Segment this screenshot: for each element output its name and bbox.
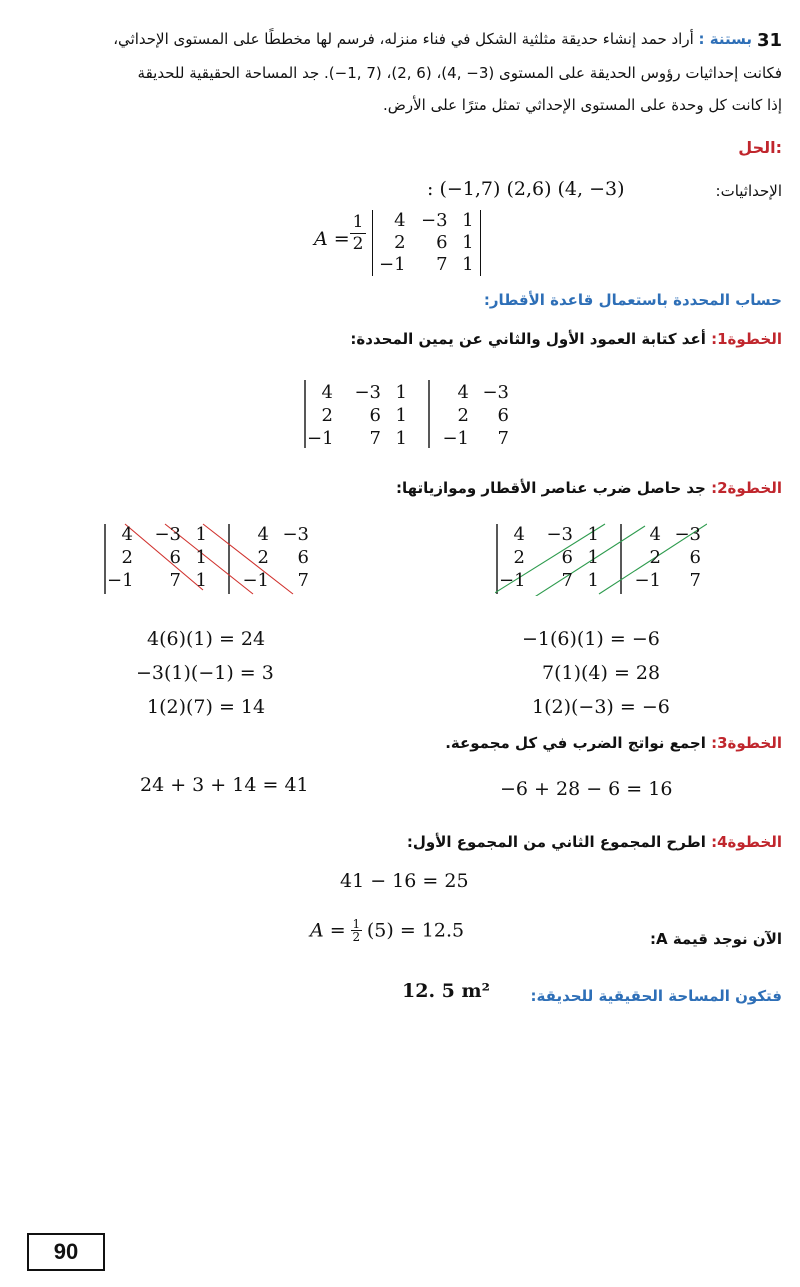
extended-matrix-cell: 2 xyxy=(321,405,333,426)
step2-label: الخطوة2: xyxy=(711,479,782,497)
problem-line-1 xyxy=(12,30,752,48)
problem-line-3: إذا كانت كل وحدة على المستوى الإحداثي تمثل مترًا على الأرض. xyxy=(382,96,782,114)
fraction-num: 1 xyxy=(352,212,364,232)
diagram-green-cell: 6 xyxy=(689,547,701,568)
area-result-rhs: (5) = 12.5 xyxy=(366,919,465,942)
problem-number: 31 xyxy=(756,30,782,51)
extended-matrix-cell: 6 xyxy=(369,405,381,426)
extended-matrix-cell: 6 xyxy=(497,405,509,426)
left-product-1: 4(6)(1) = 24 xyxy=(147,628,266,650)
diagram-red-cell: 4 xyxy=(257,524,269,545)
diagram-green-cell: 6 xyxy=(561,547,573,568)
diagram-red-cell: 1 xyxy=(195,524,207,545)
area-result xyxy=(310,918,464,943)
diagram-green-cell: −1 xyxy=(499,570,526,591)
diagram-red-cell: 2 xyxy=(257,547,269,568)
matrix-cell: 1 xyxy=(462,254,474,275)
diagram-red-cell: 1 xyxy=(195,547,207,568)
diagram-red-cell: −3 xyxy=(154,524,181,545)
area-determinant xyxy=(372,210,481,276)
fraction-half xyxy=(350,212,366,254)
method-heading: حساب المحددة باستعمال قاعدة الأقطار: xyxy=(483,291,782,309)
matrix-cell: 6 xyxy=(436,232,448,253)
diagram-green-cell: −3 xyxy=(674,524,701,545)
diagram-red-cell: 1 xyxy=(195,570,207,591)
solution-heading: الحل: xyxy=(738,138,782,157)
step1-text: أعد كتابة العمود الأول والثاني عن يمين المحددة: xyxy=(350,330,706,348)
extended-matrix-cell: 4 xyxy=(321,382,333,403)
extended-matrix-cell: 2 xyxy=(457,405,469,426)
fraction-den: 2 xyxy=(352,234,364,254)
step2-line xyxy=(396,479,782,497)
diagram-green xyxy=(495,520,707,596)
diagram-red-cell: 6 xyxy=(169,547,181,568)
extended-matrix-cell: 1 xyxy=(395,428,407,449)
step3-line xyxy=(445,734,782,752)
extended-matrix-cell: −1 xyxy=(307,428,334,449)
area-result-fraction xyxy=(351,918,362,943)
diagram-red-cell: 4 xyxy=(121,524,133,545)
diagram-green-cell: 2 xyxy=(649,547,661,568)
matrix-cell: 7 xyxy=(436,254,448,275)
matrix-cell: −1 xyxy=(379,254,406,275)
right-product-2: 7(1)(4) = 28 xyxy=(542,662,661,684)
diagram-green-cell: 7 xyxy=(689,570,701,591)
extended-matrix-cell: −3 xyxy=(354,382,381,403)
diagram-green-cell: −3 xyxy=(546,524,573,545)
matrix-cell: 1 xyxy=(462,232,474,253)
difference: 41 − 16 = 25 xyxy=(340,870,469,892)
diagram-red-cell: 2 xyxy=(121,547,133,568)
step3-label: الخطوة3: xyxy=(711,734,782,752)
extended-matrix-cell: −3 xyxy=(482,382,509,403)
area-lhs: A = xyxy=(314,228,350,250)
extended-matrix-cell: 7 xyxy=(497,428,509,449)
diagram-red-cell: −3 xyxy=(282,524,309,545)
problem-text-1: أراد حمد إنشاء حديقة مثلثية الشكل في فناء منزله، فرسم لها مخططًا على المستوى الإحداثي، xyxy=(113,30,694,48)
extended-matrix xyxy=(303,378,513,454)
area-result-lhs: A = xyxy=(310,919,346,942)
diagram-green-cell: 1 xyxy=(587,547,599,568)
extended-matrix-cell: −1 xyxy=(442,428,469,449)
diagram-green-cell: −1 xyxy=(634,570,661,591)
problem-label: بستنة : xyxy=(698,30,752,48)
step2-text: جد حاصل ضرب عناصر الأقطار وموازياتها: xyxy=(395,479,706,497)
matrix-cell: 2 xyxy=(394,232,406,253)
left-product-3: 1(2)(7) = 14 xyxy=(147,696,266,718)
diagram-green-cell: 1 xyxy=(587,570,599,591)
left-product-2: −3(1)(−1) = 3 xyxy=(136,662,274,684)
diagram-green-cell: 7 xyxy=(561,570,573,591)
final-label: فتكون المساحة الحقيقية للحديقة: xyxy=(530,987,782,1005)
right-product-3: 1(2)(−3) = −6 xyxy=(532,696,670,718)
step4-line xyxy=(407,833,782,851)
find-a-label: الآن نوجد قيمة A: xyxy=(650,930,782,948)
diagram-green-cell: 4 xyxy=(649,524,661,545)
area-result-num: 1 xyxy=(352,917,361,931)
extended-matrix-cell: 1 xyxy=(395,382,407,403)
extended-matrix-cell: 1 xyxy=(395,405,407,426)
step3-text: اجمع نواتج الضرب في كل مجموعة. xyxy=(445,734,706,752)
diagram-red-cell: 7 xyxy=(169,570,181,591)
step4-text: اطرح المجموع الثاني من المجموع الأول: xyxy=(406,833,706,851)
right-product-1: −1(6)(1) = −6 xyxy=(522,628,660,650)
matrix-cell: 4 xyxy=(394,210,406,231)
matrix-cell: 1 xyxy=(462,210,474,231)
matrix-cell: −3 xyxy=(421,210,448,231)
diagram-red-cell: −1 xyxy=(107,570,134,591)
coords-values: : (−1,7) (2,6) (4, −3) xyxy=(427,178,625,200)
diagram-green-cell: 2 xyxy=(513,547,525,568)
step4-label: الخطوة4: xyxy=(711,833,782,851)
left-sum: 24 + 3 + 14 = 41 xyxy=(140,774,309,796)
diagram-green-cell: 4 xyxy=(513,524,525,545)
step1-label: الخطوة1: xyxy=(711,330,782,348)
diagram-red-cell: −1 xyxy=(242,570,269,591)
diagram-red-cell: 6 xyxy=(297,547,309,568)
diagram-green-cell: 1 xyxy=(587,524,599,545)
step1-line xyxy=(350,330,782,348)
diagram-red-cell: 7 xyxy=(297,570,309,591)
final-value: 12. 5 m² xyxy=(402,980,490,1002)
extended-matrix-cell: 4 xyxy=(457,382,469,403)
right-sum: −6 + 28 − 6 = 16 xyxy=(500,778,673,800)
extended-matrix-cell: 7 xyxy=(369,428,381,449)
problem-line-2: فكانت إحداثيات رؤوس الحديقة على المستوى (3− ,4)، (6 ,2)، (7 ,1−). جد المساحة الحقيقية للحديقة xyxy=(137,64,782,82)
diagram-red xyxy=(103,520,315,596)
area-result-den: 2 xyxy=(352,930,361,944)
coords-label: الإحداثيات: xyxy=(715,182,782,200)
page-number: 90 xyxy=(27,1233,105,1271)
